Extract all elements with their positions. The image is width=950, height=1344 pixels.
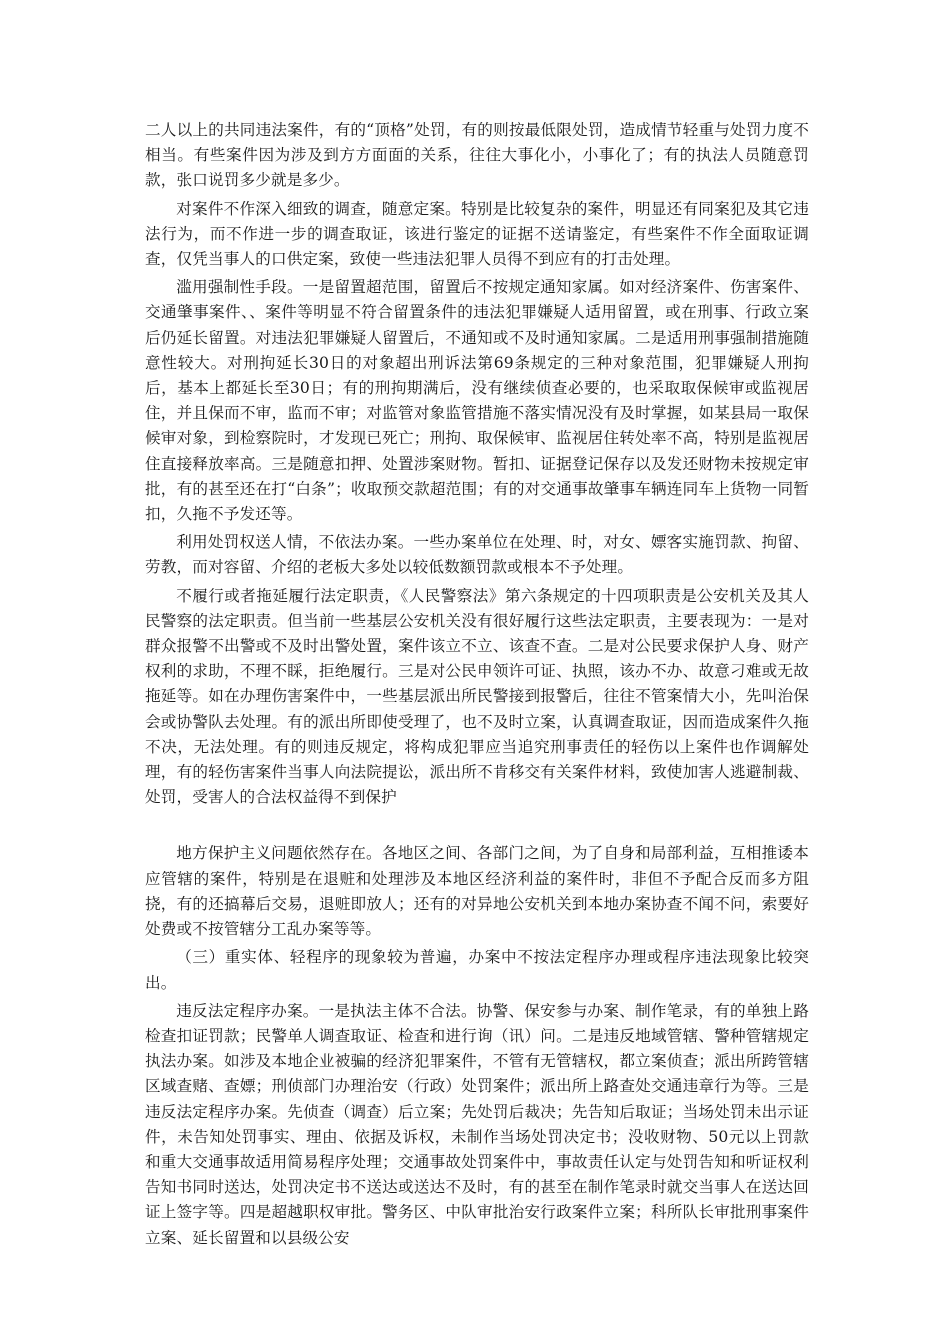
paragraph-7: 违反法定程序办案。一是执法主体不合法。协警、保安参与办案、制作笔录，有的单独上路检查扣证罚款；民警单人调查取证、检查和进行询（讯）问。二是违反地域管辖、警种管辖规定执法办案。如涉及本地企业被骗的经济犯罪案件，不管有无管辖权，都立案侦查；派出所跨管辖区域查赌、查嫖；刑侦部门办理治安（行政）处罚案件；派出所上路查处交通违章行为等。三是违反法定程序办案。先侦查（调查）后立案；先处罚后裁决；先告知后取证；当场处罚未出示证件，未告知处罚事实、理由、依据及诉权，未制作当场处罚决定书；没收财物、50元以上罚款和重大交通事故适用简易程序处理；交通事故处罚案件中，事故责任认定与处罚告知和听证权利告知书同时送达，处罚决定书不送达或送达不及时，有的甚至在制作笔录时就交当事人在送达回证上签字等。四是超越职权审批。警务区、中队审批治安行政案件立案；科所队长审批刑事案件立案、延长留置和以县级公安: [145, 1001, 809, 1247]
paragraph-1: 二人以上的共同违法案件，有的“顶格”处罚，有的则按最低限处罚，造成情节轻重与处罚力度不相当。有些案件因为涉及到方方面面的关系，往往大事化小，小事化了；有的执法人员随意罚款，张口说罚多少就是多少。: [145, 121, 809, 190]
paragraph-6: 地方保护主义问题依然存在。各地区之间、各部门之间，为了自身和局部利益，互相推诿本应管辖的案件，特别是在退赃和处理涉及本地区经济利益的案件时，非但不予配合反而多方阻挠，有的还搞幕后交易，退赃即放人；还有的对异地公安机关到本地办案协查不闻不问，索要好处费或不按管辖分工乱办案等等。: [145, 844, 809, 939]
section-heading: （三）重实体、轻程序的现象较为普遍，办案中不按法定程序办理或程序违法现象比较突出。: [145, 948, 809, 992]
document-body: [145, 118, 809, 1254]
paragraph-gap: [145, 813, 809, 841]
paragraph-2: 对案件不作深入细致的调查，随意定案。特别是比较复杂的案件，明显还有同案犯及其它违法行为，而不作进一步的调查取证，该进行鉴定的证据不送请鉴定，有些案件不作全面取证调查，仅凭当事人的口供定案，致使一些违法犯罪人员得不到应有的打击处理。: [145, 199, 809, 269]
paragraph-3: 滥用强制性手段。一是留置超范围，留置后不按规定通知家属。如对经济案件、伤害案件、交通肇事案件、、案件等明显不符合留置条件的违法犯罪嫌疑人适用留置，或在刑事、行政立案后仍延长留置。对违法犯罪嫌疑人留置后，不通知或不及时通知家属。二是适用刑事强制措施随意性较大。对刑拘延长30日的对象超出刑诉法第69条规定的三种对象范围，犯罪嫌疑人刑拘后，基本上都延长至30日；有的刑拘期满后，没有继续侦查必要的，也采取取保候审或监视居住，并且保而不审，监而不审；对监管对象监管措施不落实情况没有及时掌握，如某县局一取保候审对象，到检察院时，才发现已死亡；刑拘、取保候审、监视居住转处率不高，特别是监视居住直接释放率高。三是随意扣押、处置涉案财物。暂扣、证据登记保存以及发还财物未按规定审批，有的甚至还在打“白条”；收取预交款超范围；有的对交通事故肇事车辆连同车上货物一同暂扣，久拖不予发还等。: [145, 278, 809, 524]
paragraph-4: 利用处罚权送人情，不依法办案。一些办案单位在处理、时，对女、嫖客实施罚款、拘留、劳教，而对容留、介绍的老板大多处以较低数额罚款或根本不予处理。: [145, 533, 809, 577]
paragraph-5: 不履行或者拖延履行法定职责，《人民警察法》第六条规定的十四项职责是公安机关及其人民警察的法定职责。但当前一些基层公安机关没有很好履行这些法定职责，主要表现为：一是对群众报警不出警或不及时出警处置，案件该立不立、该查不查。二是对公民要求保护人身、财产权利的求助，不理不睬，拒绝履行。三是对公民申领许可证、执照，该办不办、故意刁难或无故拖延等。如在办理伤害案件中，一些基层派出所民警接到报警后，往往不管案情大小，先叫治保会或协警队去处理。有的派出所即使受理了，也不及时立案，认真调查取证，因而造成案件久拖不决，无法处理。有的则违反规定，将构成犯罪应当追究刑事责任的轻伤以上案件也作调解处理，有的轻伤害案件当事人向法院提讼，派出所不肯移交有关案件材料，致使加害人逃避制裁、处罚，受害人的合法权益得不到保护: [145, 586, 809, 807]
